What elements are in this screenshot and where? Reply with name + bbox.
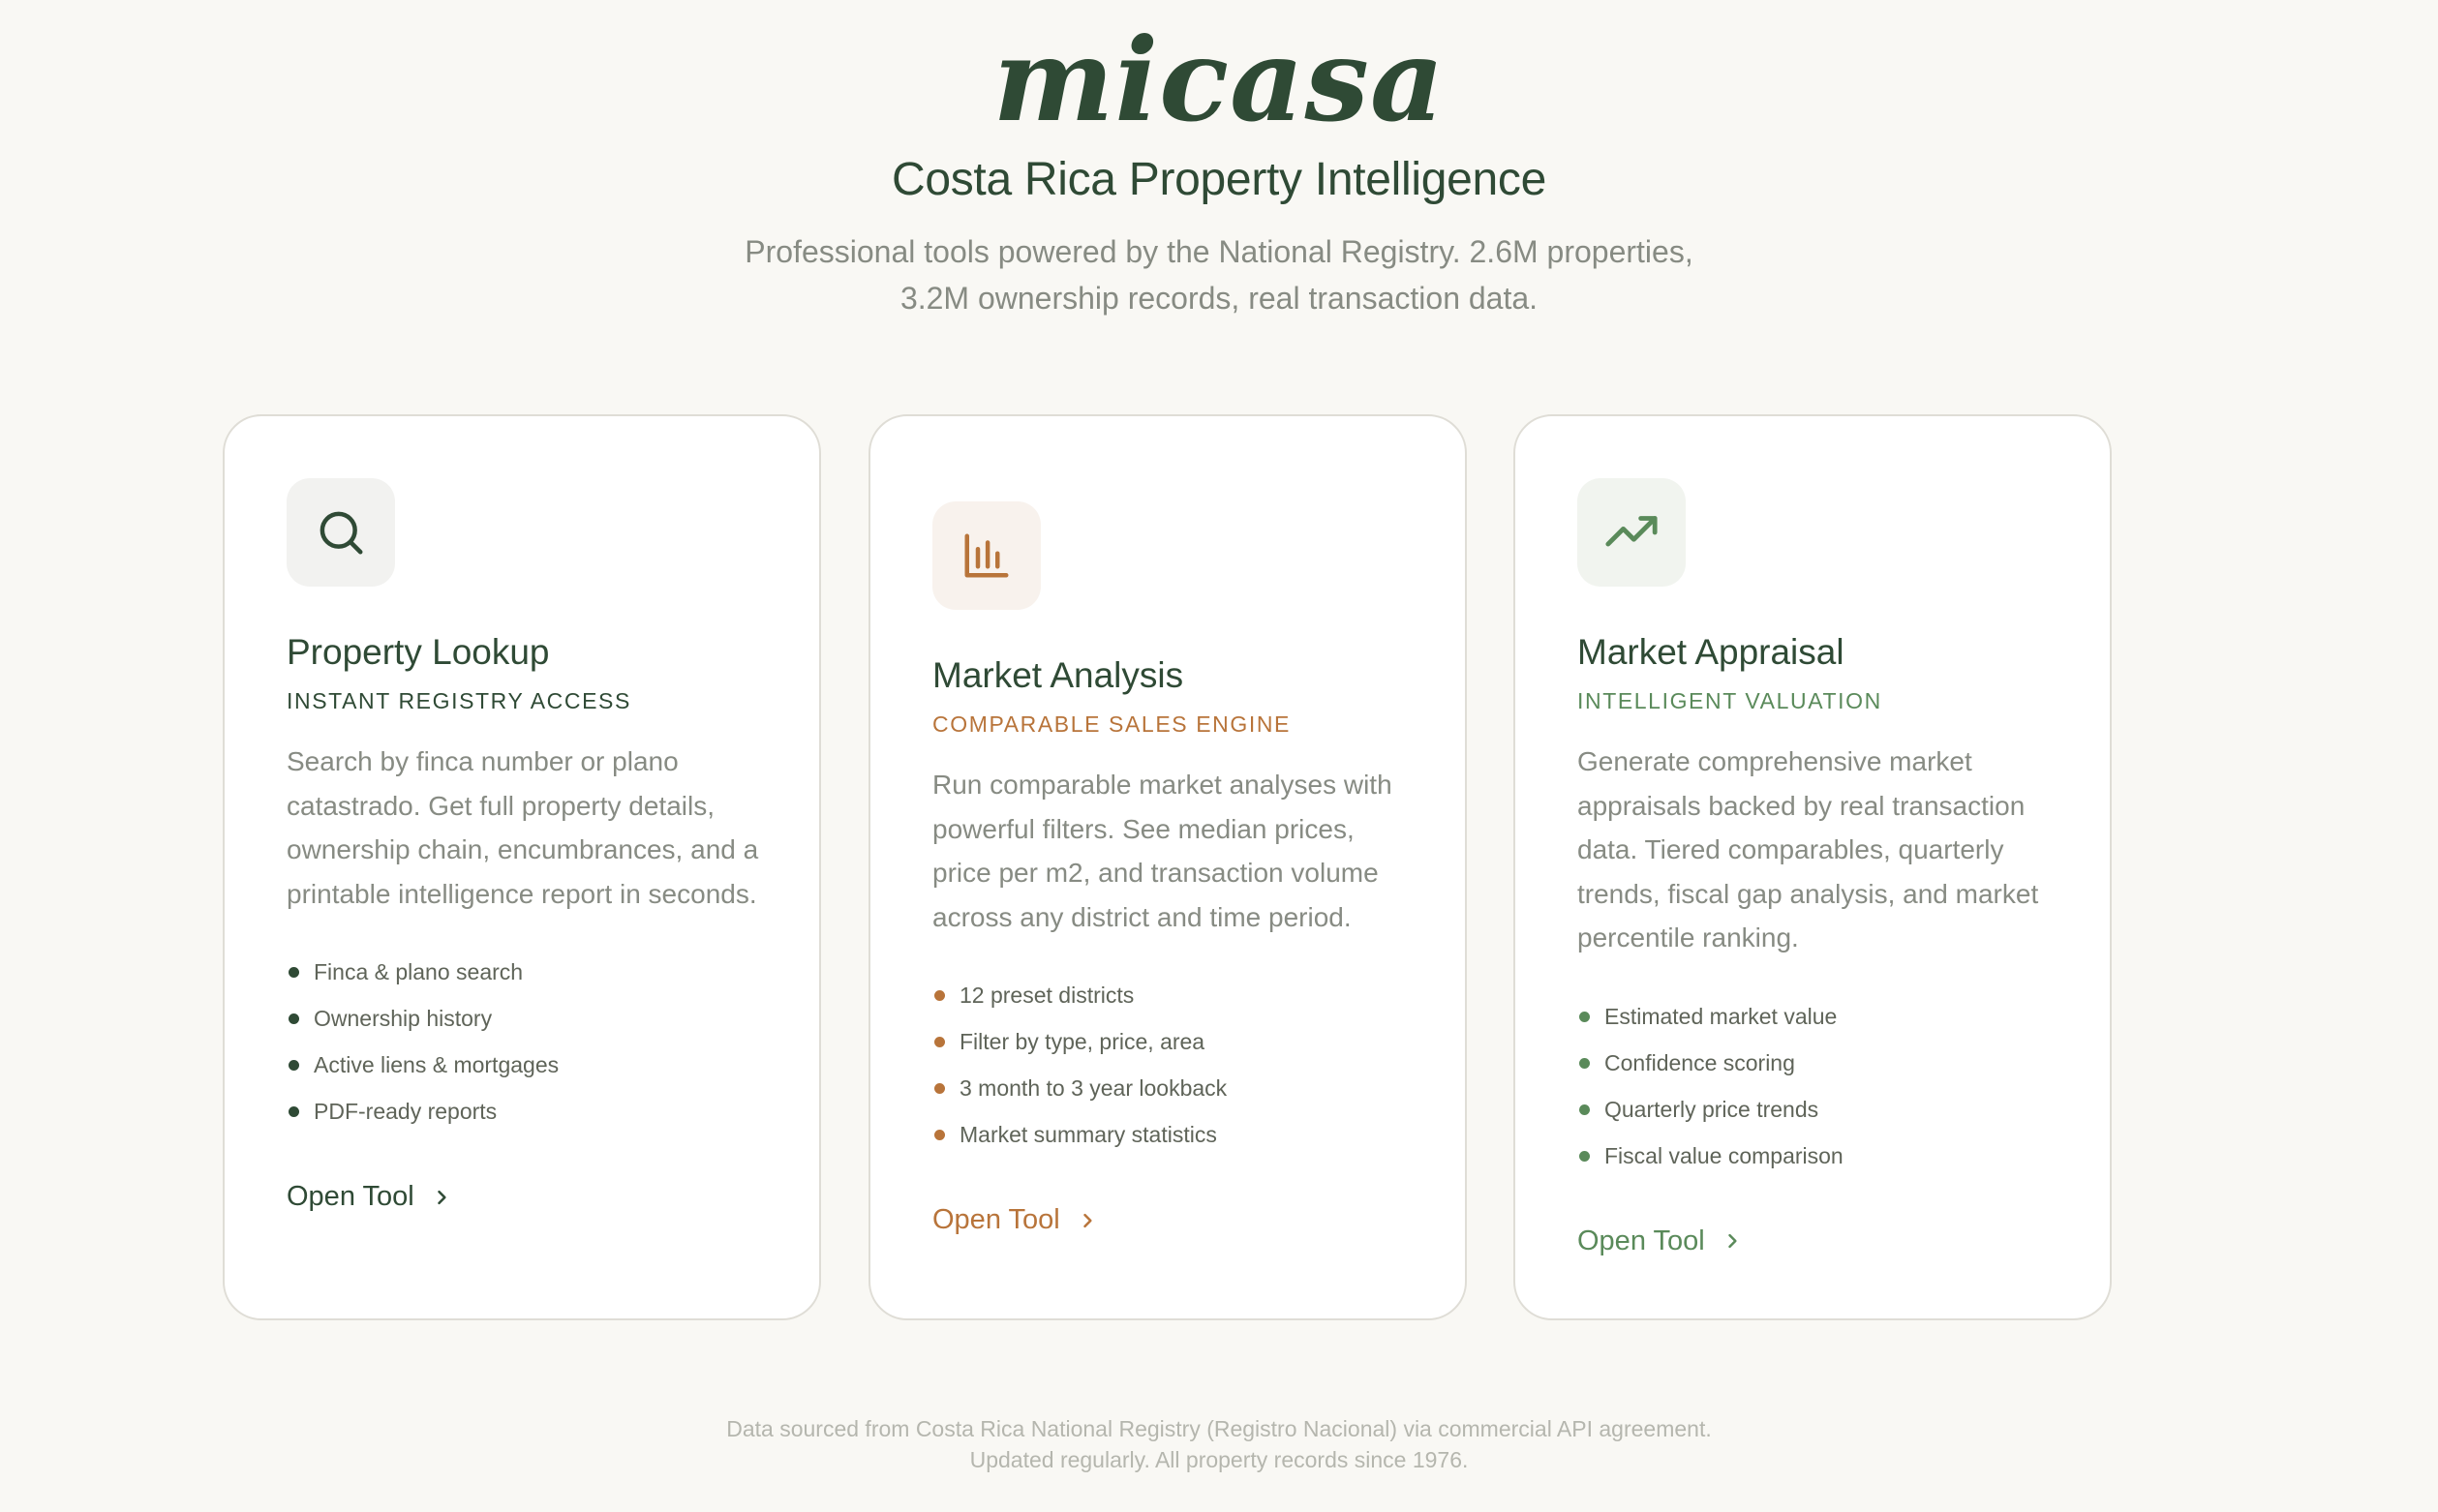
feature-item: 3 month to 3 year lookback bbox=[932, 1065, 1407, 1111]
page-title: Costa Rica Property Intelligence bbox=[891, 154, 1547, 205]
feature-item: Market summary statistics bbox=[932, 1111, 1407, 1158]
search-icon bbox=[315, 506, 367, 559]
feature-item: 12 preset districts bbox=[932, 972, 1407, 1018]
subtitle-line-2: 3.2M ownership records, real transaction data. bbox=[899, 281, 1539, 316]
subtitle-line-1: Professional tools powered by the National Registry. 2.6M properties, bbox=[745, 234, 1693, 269]
card-description: Search by finca number or plano catastrado. Get full property details, ownership chain, encumbrances, and a printable intelligence report in seconds. bbox=[287, 746, 759, 909]
feature-item: Filter by type, price, area bbox=[932, 1018, 1407, 1065]
card-market-analysis bbox=[869, 414, 1467, 1320]
trending-up-icon-tile bbox=[1577, 478, 1686, 587]
chevron-right-icon bbox=[1722, 1231, 1742, 1251]
feature-list bbox=[932, 972, 1407, 1158]
feature-item: PDF-ready reports bbox=[287, 1088, 761, 1134]
card-title: Market Analysis bbox=[932, 655, 1184, 695]
chevron-right-icon bbox=[1078, 1211, 1097, 1230]
page-subtitle bbox=[0, 228, 2438, 321]
open-tool-label: Open Tool bbox=[287, 1181, 414, 1212]
card-market-appraisal bbox=[1513, 414, 2112, 1320]
card-description: Run comparable market analyses with powerful filters. See median prices, price per m2, and transaction volume across any district and time period. bbox=[932, 770, 1392, 932]
card-description: Generate comprehensive market appraisals backed by real transaction data. Tiered comparables, quarterly trends, fiscal gap analysis, and market percentile ranking. bbox=[1577, 746, 2039, 953]
feature-item: Quarterly price trends bbox=[1577, 1086, 2052, 1133]
card-tagline: INTELLIGENT VALUATION bbox=[1577, 688, 1882, 713]
feature-item: Confidence scoring bbox=[1577, 1040, 2052, 1086]
feature-item: Ownership history bbox=[287, 995, 761, 1042]
micasa-logo[interactable]: micasa bbox=[992, 13, 1446, 147]
feature-item: Estimated market value bbox=[1577, 993, 2052, 1040]
open-tool-label: Open Tool bbox=[1577, 1225, 1705, 1256]
feature-list bbox=[1577, 993, 2052, 1179]
footer-line-2: Updated regularly. All property records since 1976. bbox=[969, 1447, 1469, 1472]
feature-item: Fiscal value comparison bbox=[1577, 1133, 2052, 1179]
chevron-right-icon bbox=[432, 1188, 451, 1207]
feature-item: Finca & plano search bbox=[287, 949, 761, 995]
footer-line-1: Data sourced from Costa Rica National Registry (Registro Nacional) via commercial API agreement. bbox=[726, 1416, 1712, 1441]
card-property-lookup bbox=[223, 414, 821, 1320]
trending-up-icon bbox=[1603, 504, 1660, 560]
card-tagline: INSTANT REGISTRY ACCESS bbox=[287, 688, 631, 713]
bar-chart-icon bbox=[960, 529, 1013, 582]
card-title: Market Appraisal bbox=[1577, 632, 1844, 672]
search-icon-tile bbox=[287, 478, 395, 587]
open-tool-label: Open Tool bbox=[932, 1204, 1060, 1235]
bar-chart-icon-tile bbox=[932, 501, 1041, 610]
feature-list bbox=[287, 949, 761, 1134]
open-tool-link-property-lookup[interactable] bbox=[287, 1181, 451, 1213]
open-tool-link-market-analysis[interactable] bbox=[932, 1204, 1097, 1236]
card-tagline: COMPARABLE SALES ENGINE bbox=[932, 711, 1291, 737]
feature-item: Active liens & mortgages bbox=[287, 1042, 761, 1088]
open-tool-link-market-appraisal[interactable] bbox=[1577, 1225, 1742, 1257]
card-title: Property Lookup bbox=[287, 632, 550, 672]
footer-note bbox=[0, 1413, 2438, 1475]
